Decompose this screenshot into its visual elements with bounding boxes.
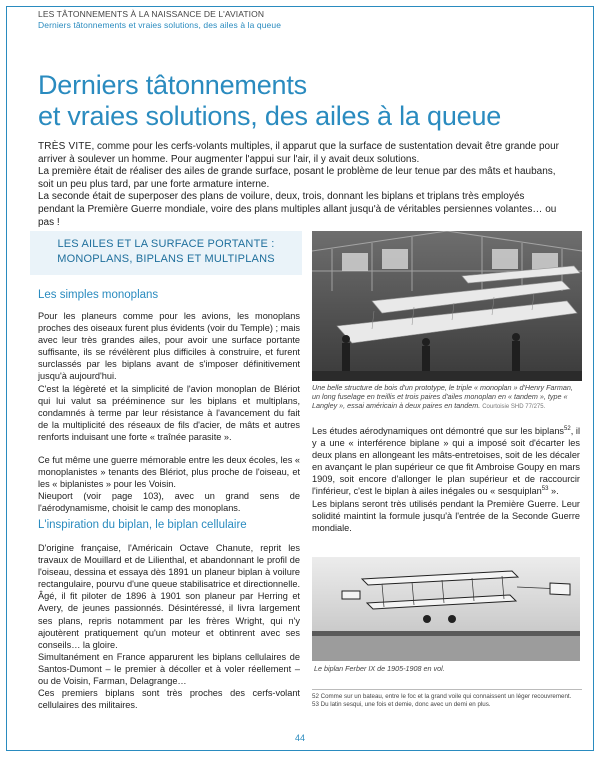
intro-paragraph-2: La première était de réaliser des ailes de grande surface, posant le problème de leur tenue par des mâts et haubans, soit un peu plus tard, par une forte armature interne. xyxy=(38,166,556,190)
right-paragraph-1c: ». xyxy=(548,486,559,497)
ferber-ix-photo xyxy=(312,557,580,661)
left-paragraph-2: C'est la légèreté et la simplicité de l'avion monoplan de Blériot qui lui valut sa prééminence sur les biplans et multiplans, condamnés à terme par leur résistance à l'avancement du fait de la multiplicité des réseaux de fils d'acier, de mâts et autres renforts induisant une forte « traînée parasite ». xyxy=(38,383,300,442)
subheading-monoplans: Les simples monoplans xyxy=(38,289,159,301)
left-paragraph-6: Simultanément en France apparurent les biplans cellulaires de Santos-Dumont – le premier à décoller et à voler réellement – ou de Voisin, Farman, Delagrange… xyxy=(38,651,300,687)
right-paragraph-1b: , il y a une « interférence biplane » qui a imposé soit d'écarter les deux plans en allongeant les mâts-entretoises, soit de les décaler en avançant le plan supérieur ce que fit Ambroise Goupy en mars 1909, soit encore d'allonger le plan supérieur et de raccourcir l'inférieur, c'est le biplan à ailes inégales ou « sesquiplan xyxy=(312,426,580,497)
left-paragraph-5: D'origine française, l'Américain Octave Chanute, reprit les travaux de Mouillard et de Lilienthal, et abandonnant le profil de l'oiseau, dessina et essaya dès 1891 un planeur biplan à voilure rectangulaire, pourvu d'une queue stabilisatrice et directionnelle. Âgé, il fit piloter de 1896 à 1901 son planeur par Herring et Avery, de jeunes passionnés. Désintéressé, il livra largement ses plans, repris notamment par les frères Wright, qui n'y ajoutèrent pratiquement qu'un moteur et obtinrent avec ses conseils… la gloire. xyxy=(38,543,300,650)
subheading-biplan: L'inspiration du biplan, le biplan cellulaire xyxy=(38,519,247,531)
left-paragraph-3: Ce fut même une guerre mémorable entre les deux écoles, les « monoplanistes » tenants des Blériot, plus proche de l'oiseau, et les « biplanistes » pour les Voisin. xyxy=(38,455,300,490)
left-paragraph-4: Nieuport (voir page 103), avec un grand sens de l'aérodynamisme, choisit le camp des monoplans. xyxy=(38,491,300,514)
left-column-block-1 xyxy=(38,310,300,515)
page-title xyxy=(38,70,568,132)
photo-caption-1 xyxy=(312,383,580,413)
left-paragraph-1: Pour les planeurs comme pour les avions, les monoplans proches des oiseaux furent plus évidents (voir du Temple) ; mais avec leur très grandes ailes, pour avoir une surface portante suffisante, ils se révélèrent plus difficiles à construire, et furent surclassés par les biplans avant de s'imposer définitivement jusqu'à aujourd'hui. xyxy=(38,311,300,382)
section-heading-box xyxy=(30,231,302,275)
intro-text xyxy=(38,141,563,229)
ferber-ix-illustration xyxy=(312,557,580,661)
running-header-chapter: LES TÂTONNEMENTS À LA NAISSANCE DE L'AVIATION xyxy=(38,9,265,19)
photo-caption-2: Le biplan Ferber IX de 1905-1908 en vol. xyxy=(314,664,445,673)
right-column-text xyxy=(312,425,580,534)
footnote-ref-53: 53 xyxy=(541,486,549,493)
running-header-section: Derniers tâtonnements et vraies solutions, des ailes à la queue xyxy=(38,20,282,30)
farman-workshop-illustration xyxy=(312,231,582,381)
right-paragraph-2: Les biplans seront très utilisés pendant la Première Guerre. Leur solidité maintint la formule jusqu'à l'entrée de la Seconde Guerre mondiale. xyxy=(312,498,580,533)
left-column-block-2 xyxy=(38,542,300,711)
page-title-line-2: et vraies solutions, des ailes à la queue xyxy=(38,101,502,131)
intro-lead: TRÈS VITE xyxy=(38,141,92,152)
footnotes xyxy=(312,689,582,709)
photo-caption-1-text: Une belle structure de bois d'un prototype, le triple « monoplan » d'Henry Farman, un long fuselage en treillis et trois paires d'ailes monoplan en « tandem », type « Langley », essai américain à deux paires en tandem. xyxy=(312,383,573,411)
farman-workshop-photo xyxy=(312,231,582,381)
running-header xyxy=(38,9,281,31)
page-title-line-1: Derniers tâtonnements xyxy=(38,70,307,100)
page-number: 44 xyxy=(294,733,305,743)
left-paragraph-7: Ces premiers biplans sont très proches des cerfs-volant cellulaires des militaires. xyxy=(38,688,300,711)
intro-paragraph-1 xyxy=(38,141,563,166)
right-paragraph-1 xyxy=(312,425,580,498)
intro-p1-rest: , comme pour les cerfs-volants multiples, il apparut que la surface de sustentation devait être grande pour arriver à soulever un homme. Pour augmenter l'appui sur l'air, il y avait deux solutions. xyxy=(38,141,559,165)
section-heading-line-1: LES AILES ET LA SURFACE PORTANTE : xyxy=(57,238,275,250)
footnote-ref-52: 52 xyxy=(564,425,571,432)
photo-credit-1: Courtoisie SHD 77/275. xyxy=(482,404,546,411)
section-heading-line-2: MONOPLANS, BIPLANS ET MULTIPLANS xyxy=(57,253,275,265)
footnote-53: 53 Du latin sesqui, une fois et demie, donc avec un demi en plus. xyxy=(312,701,491,708)
intro-paragraph-3: La seconde était de superposer des plans de voilure, deux, trois, donnant les biplans et triplans très employés pendant la Première Guerre mondiale, voire des plans multiples allant jusqu'à de véritables persiennes volantes… ou pas ! xyxy=(38,191,557,228)
right-paragraph-1a: Les études aérodynamiques ont démontré que sur les biplans xyxy=(312,426,565,436)
footnote-52: 52 Comme sur un bateau, entre le foc et la grand voile qui connaissent un léger recouvrement. xyxy=(312,693,572,700)
